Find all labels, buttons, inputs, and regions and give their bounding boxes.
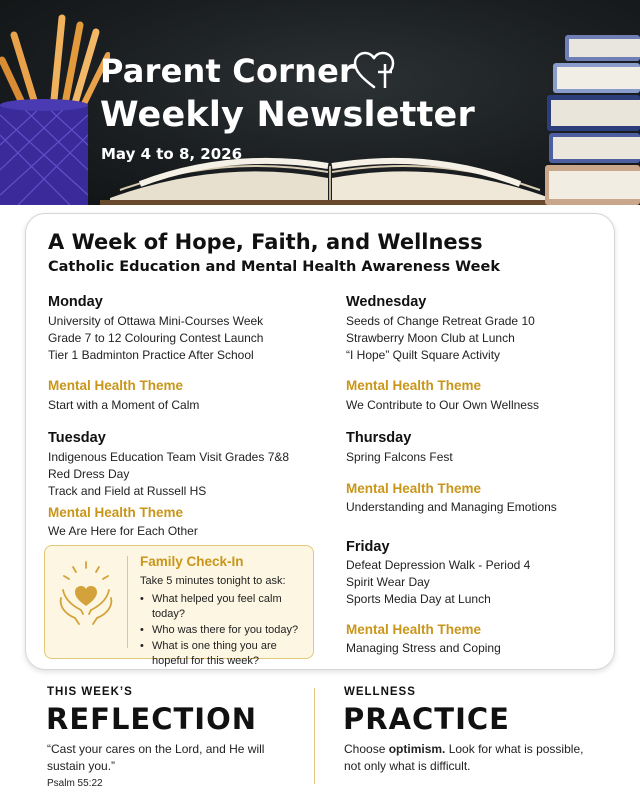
checkin-question: • Who was there for you today? (140, 623, 312, 638)
theme-heading-monday: Mental Health Theme (48, 378, 184, 393)
wellness-text-start: Choose (344, 742, 389, 756)
theme-text-friday: Managing Stress and Coping (346, 641, 501, 655)
newsletter-header (0, 0, 640, 205)
heart-cross-icon (352, 50, 396, 90)
activity-item: Indigenous Education Team Visit Grades 7&8 (48, 450, 290, 464)
activity-item: Defeat Depression Walk - Period 4 (346, 558, 531, 572)
day-heading-thursday: Thursday (346, 430, 412, 446)
activity-item: Red Dress Day (48, 467, 130, 481)
wellness-text-emphasis: optimism. (388, 742, 446, 756)
day-activities-friday (346, 557, 530, 608)
wellness-text (344, 741, 594, 775)
reflection-quote: “Cast your cares on the Lord, and He will sustain you.” (47, 742, 265, 773)
day-activities-wednesday (346, 313, 535, 364)
wellness-kicker: WELLNESS (344, 686, 416, 698)
activity-item: Sports Media Day at Lunch (346, 592, 491, 606)
card-title: A Week of Hope, Faith, and Wellness (48, 230, 483, 254)
book-stack-illustration (545, 25, 640, 205)
theme-text-monday: Start with a Moment of Calm (48, 398, 200, 412)
theme-text-tuesday: We Are Here for Each Other (48, 524, 198, 538)
activity-item: Strawberry Moon Club at Lunch (346, 331, 515, 345)
activity-item: Track and Field at Russell HS (48, 484, 207, 498)
checkin-question: • What helped you feel calm today? (140, 592, 312, 622)
theme-heading-tuesday: Mental Health Theme (48, 505, 184, 520)
theme-text-thursday: Understanding and Managing Emotions (346, 500, 557, 514)
activity-item: Spring Falcons Fest (346, 450, 453, 464)
day-heading-monday: Monday (48, 294, 103, 310)
newsletter-dates: May 4 to 8, 2026 (101, 145, 243, 163)
checkin-question: • What is one thing you are hopeful for this week? (140, 639, 312, 669)
activity-item: Grade 7 to 12 Colouring Contest Launch (48, 331, 264, 345)
checkin-lead: Take 5 minutes tonight to ask: (140, 575, 286, 587)
reflection-kicker: THIS WEEK’S (47, 686, 133, 698)
day-heading-tuesday: Tuesday (48, 430, 106, 446)
checkin-divider (127, 556, 128, 648)
theme-heading-friday: Mental Health Theme (346, 622, 482, 637)
theme-heading-wednesday: Mental Health Theme (346, 378, 482, 393)
theme-text-wednesday: We Contribute to Our Own Wellness (346, 398, 539, 412)
newsletter-title-line2: Weekly Newsletter (100, 95, 475, 135)
weekly-schedule-card (25, 213, 615, 670)
activity-item: Spirit Wear Day (346, 575, 430, 589)
pencil-cup-illustration (0, 10, 110, 205)
day-heading-wednesday: Wednesday (346, 294, 427, 310)
day-heading-friday: Friday (346, 539, 390, 555)
activity-item: Seeds of Change Retreat Grade 10 (346, 314, 535, 328)
hands-heart-icon (55, 560, 117, 626)
reflection-citation: Psalm 55:22 (47, 778, 103, 789)
theme-heading-thursday: Mental Health Theme (346, 481, 482, 496)
reflection-heading: REFLECTION (46, 702, 258, 736)
wellness-text-end: Look for what is possible, not only what is difficult. (344, 742, 584, 773)
activity-item: University of Ottawa Mini-Courses Week (48, 314, 264, 328)
day-activities-monday (48, 313, 263, 364)
day-activities-thursday (346, 449, 453, 466)
checkin-questions (140, 592, 312, 670)
card-subtitle: Catholic Education and Mental Health Awareness Week (48, 259, 500, 275)
checkin-title: Family Check-In (140, 554, 244, 569)
day-activities-tuesday (48, 449, 289, 500)
activity-item: “I Hope” Quilt Square Activity (346, 348, 501, 362)
wellness-heading: PRACTICE (343, 702, 510, 736)
family-checkin-box (44, 545, 314, 667)
bottom-divider (314, 688, 315, 784)
activity-item: Tier 1 Badminton Practice After School (48, 348, 254, 362)
newsletter-title-line1: Parent Corner (100, 52, 356, 90)
